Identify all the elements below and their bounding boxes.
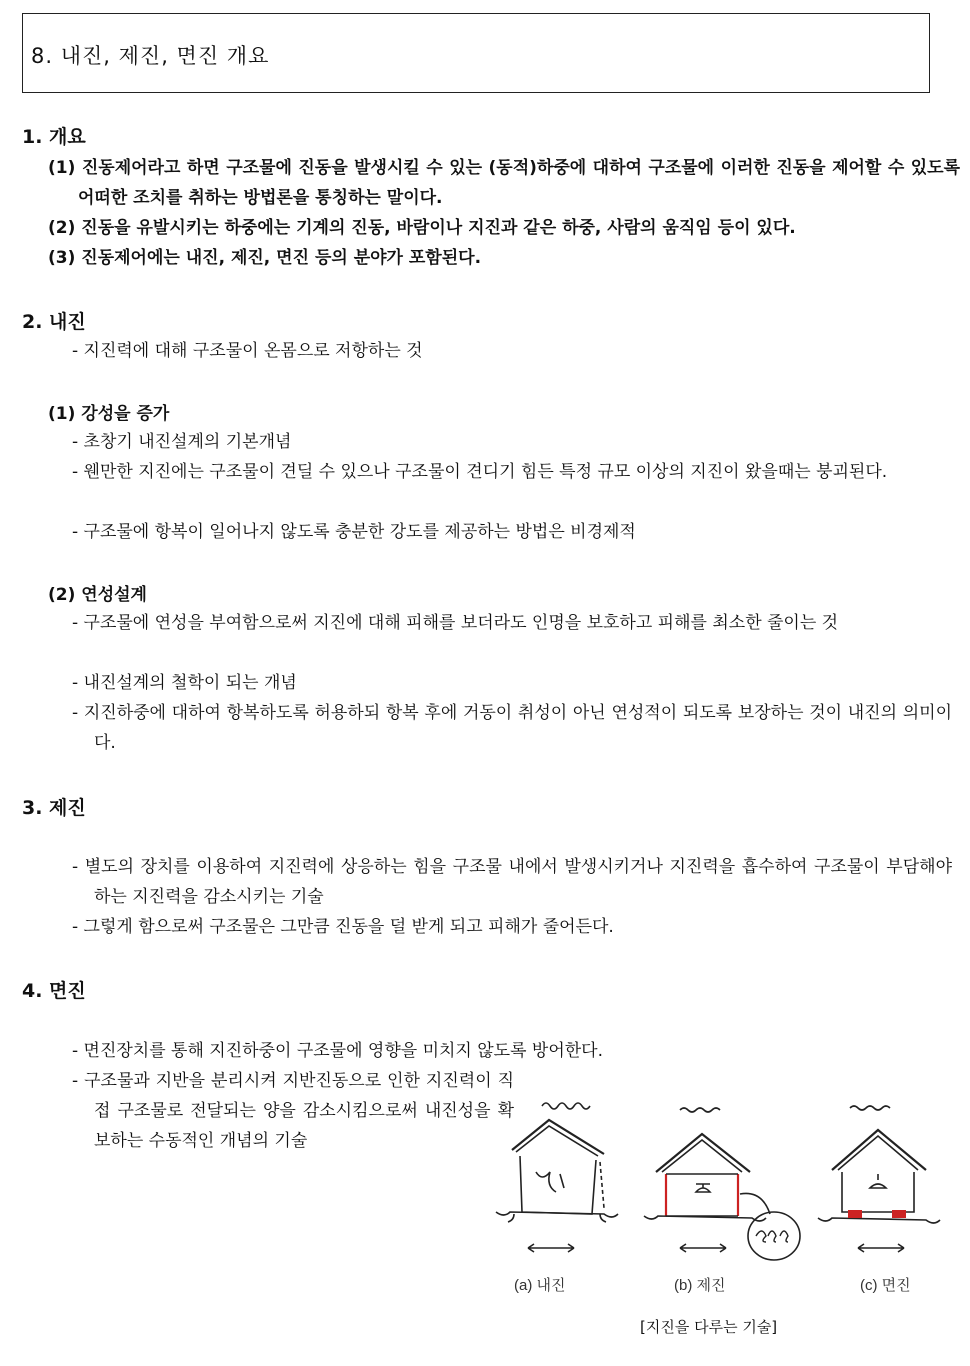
s3-bullet-1: - 별도의 장치를 이용하여 지진력에 상응하는 힘을 구조물 내에서 발생시키거나 지진력을 흡수하여 구조물이 부담해야 하는 지진력을 감소시키는 기술 [72,857,952,907]
s2-sub1-heading: (1) 강성을 증가 [48,404,170,424]
s3-bullet-2: - 그렇게 함으로써 구조물은 그만큼 진동을 덜 받게 되고 피해가 줄어든다. [72,917,614,937]
s2-sub2-bullet-1: - 구조물에 연성을 부여함으로써 지진에 대해 피해를 보더라도 인명을 보호하고 피해를 최소한 줄이는 것 [72,613,839,633]
s2-sub1-bullet-3: - 구조물에 항복이 일어나지 않도록 충분한 강도를 제공하는 방법은 비경제적 [72,522,636,542]
section-3-heading: 3. 제진 [22,797,86,819]
figure-label-c: (c) 면진 [860,1277,911,1294]
section-2-heading: 2. 내진 [22,311,86,333]
s2-sub2-bullet-2: - 내진설계의 철학이 되는 개념 [72,673,297,693]
house-b-illustration [644,1108,800,1260]
s1-item-1: (1) 진동제어라고 하면 구조물에 진동을 발생시킬 수 있는 (동적)하중에 대하여 구조물에 이러한 진동을 제어할 수 있도록 어떠한 조치를 취하는 방법론을 통칭하는 말이다. [48,158,960,208]
isolator-left [848,1210,862,1218]
s4-bullet-1: - 면진장치를 통해 지진하중이 구조물에 영향을 미치지 않도록 방어한다. [72,1041,604,1061]
house-a-illustration [496,1103,618,1252]
s2-sub2-bullet-3: - 지진하중에 대하여 항복하도록 허용하되 항복 후에 거동이 취성이 아닌 연성적이 되도록 보장하는 것이 내진의 의미이다. [72,703,952,753]
s2-sub1-bullet-1: - 초창기 내진설계의 기본개념 [72,432,292,452]
section-4-heading: 4. 면진 [22,980,86,1002]
s1-item-2: (2) 진동을 유발시키는 하중에는 기계의 진동, 바람이나 지진과 같은 하중, 사람의 움직임 등이 있다. [48,218,796,238]
s1-item-3: (3) 진동제어에는 내진, 제진, 면진 등의 분야가 포함된다. [48,248,482,268]
house-c-illustration [818,1106,940,1252]
section-1-heading: 1. 개요 [22,126,86,148]
title-box [22,13,930,93]
isolator-right [892,1210,906,1218]
s2-intro: - 지진력에 대해 구조물이 온몸으로 저항하는 것 [72,341,423,361]
figure-caption: [지진을 다루는 기술] [640,1318,778,1336]
figure-label-b: (b) 제진 [674,1277,726,1294]
s2-sub1-bullet-2: - 웬만한 지진에는 구조물이 견딜 수 있으나 구조물이 견디기 힘든 특정 규모 이상의 지진이 왔을때는 붕괴된다. [72,462,888,482]
s4-bullet-2: - 구조물과 지반을 분리시켜 지반진동으로 인한 지진력이 직접 구조물로 전달되는 양을 감소시킴으로써 내진성을 확보하는 수동적인 개념의 기술 [72,1071,514,1151]
s2-sub2-heading: (2) 연성설계 [48,585,147,605]
document-title: 8. 내진, 제진, 면진 개요 [31,44,270,68]
figure-label-a: (a) 내진 [514,1277,566,1294]
